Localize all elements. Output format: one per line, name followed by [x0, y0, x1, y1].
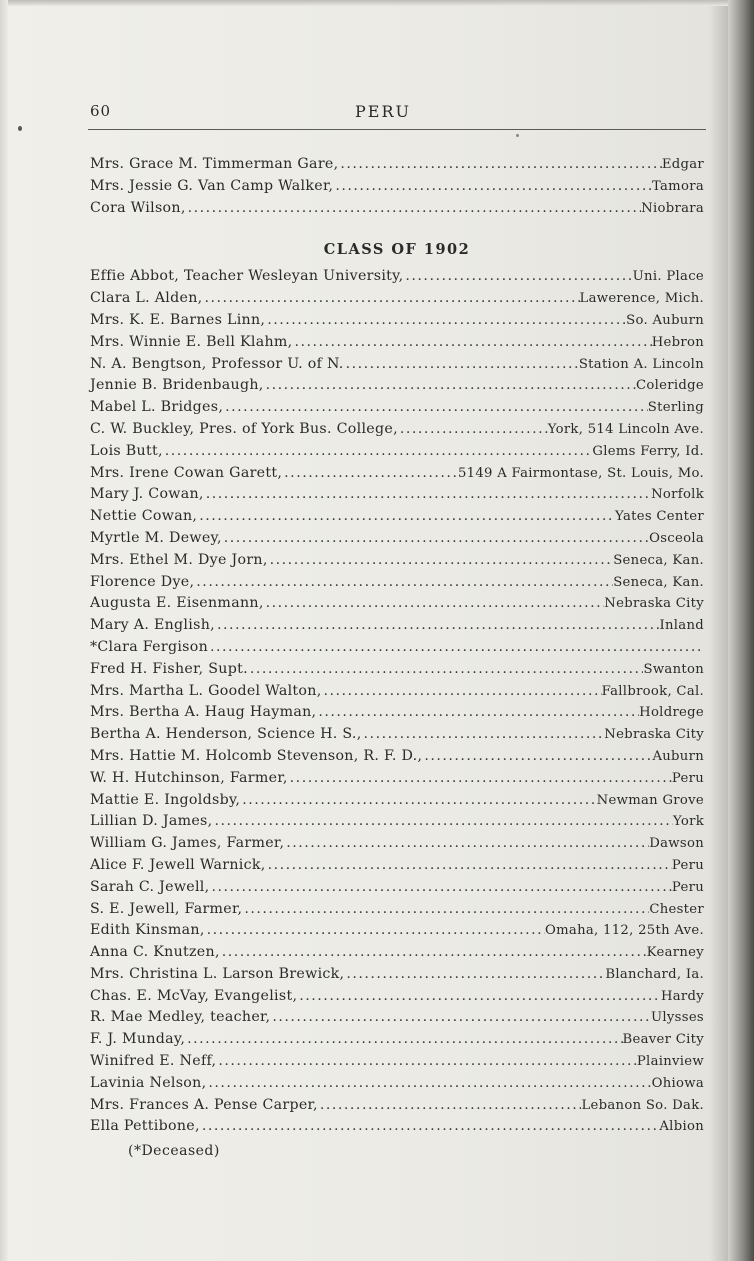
directory-entry — [90, 922, 704, 944]
entry-name: Anna C. Knutzen, — [90, 944, 220, 961]
dot-leader — [268, 552, 614, 568]
directory-entry — [90, 508, 704, 530]
directory-entry — [90, 290, 704, 312]
directory-entry — [90, 748, 704, 770]
page-number: 60 — [90, 102, 112, 120]
entry-name: *Clara Fergison — [90, 638, 209, 655]
directory-entry — [90, 465, 704, 487]
entry-name: Jennie B. Bridenbaugh, — [90, 377, 264, 394]
dot-leader — [403, 268, 632, 284]
directory-entry — [90, 552, 704, 574]
entry-name: Mrs. Christina L. Larson Brewick, — [90, 965, 345, 982]
dot-leader — [204, 486, 651, 502]
directory-entry — [90, 1053, 704, 1075]
dot-leader — [222, 530, 649, 546]
dot-leader — [282, 465, 458, 481]
entry-place: Glems Ferry, Id. — [592, 443, 704, 459]
entry-name: Mrs. Jessie G. Van Camp Walker, — [90, 177, 334, 194]
entry-name: Winifred E. Neff, — [90, 1053, 217, 1070]
directory-entry — [90, 312, 704, 334]
entry-name: Alice F. Jewell Warnick, — [90, 856, 266, 873]
entry-name: Lois Butt, — [90, 442, 163, 459]
entry-place: Chester — [649, 901, 704, 917]
entry-name: Augusta E. Eisenmann, — [90, 595, 264, 612]
dot-leader — [344, 966, 605, 982]
dot-leader — [344, 356, 579, 372]
directory-entry — [90, 639, 704, 661]
dot-leader — [362, 726, 605, 742]
entry-place: Peru — [671, 857, 704, 873]
entry-name: Chas. E. McVay, Evangelist, — [90, 987, 298, 1004]
dot-leader — [240, 792, 596, 808]
dot-leader — [265, 312, 626, 328]
entry-name: Lillian D. James, — [90, 813, 213, 830]
entry-place: Omaha, 112, 25th Ave. — [545, 923, 704, 939]
entry-place: Kearney — [646, 945, 704, 961]
entry-place: Holdrege — [639, 705, 704, 721]
entry-place: Sterling — [647, 400, 704, 416]
entry-place: Edgar — [661, 157, 704, 172]
dot-leader — [186, 200, 642, 216]
entry-place: Niobrara — [641, 200, 704, 216]
directory-entry — [90, 901, 704, 923]
entry-place: Seneca, Kan. — [613, 574, 704, 590]
section-heading: CLASS OF 1902 — [323, 241, 471, 259]
directory-entry — [90, 661, 704, 683]
directory-entry — [90, 200, 704, 222]
entry-name: Fred H. Fisher, Supt. — [90, 660, 248, 677]
directory-entry — [90, 966, 704, 988]
alumni-directory — [90, 156, 704, 1162]
dot-leader — [206, 1075, 651, 1091]
directory-entry — [90, 178, 704, 200]
entry-place: Albion — [659, 1119, 704, 1135]
ink-speck — [516, 134, 519, 137]
entry-name: Cora Wilson, — [90, 199, 186, 216]
dot-leader — [248, 661, 644, 677]
dot-leader — [205, 922, 545, 938]
dot-leader — [318, 1097, 582, 1113]
entry-place: 5149 A Fairmontase, St. Louis, Mo. — [457, 465, 704, 481]
page-top-edge — [0, 0, 754, 6]
entry-name: Mrs. Bertha A. Haug Hayman, — [90, 704, 317, 721]
entry-name: Mary A. English, — [90, 617, 215, 634]
entry-place: York, 514 Lincoln Ave. — [547, 421, 704, 437]
dot-leader — [398, 421, 548, 437]
entry-name: Nettie Cowan, — [90, 508, 198, 525]
directory-entry — [90, 421, 704, 443]
dot-leader — [208, 639, 704, 655]
entry-place: Inland — [659, 618, 704, 634]
dot-leader — [284, 835, 649, 851]
entry-name: Edith Kinsman, — [90, 922, 205, 939]
entry-place: Lawerence, Mich. — [579, 291, 704, 307]
entry-place: Peru — [671, 879, 704, 895]
entry-place: Ohiowa — [651, 1075, 704, 1091]
page-header — [88, 102, 706, 126]
directory-entry — [90, 574, 704, 596]
entry-place: Beaver City — [622, 1032, 704, 1048]
entry-place: Seneca, Kan. — [613, 552, 704, 568]
directory-entry — [90, 704, 704, 726]
entry-place: Dawson — [649, 836, 704, 852]
dot-leader — [212, 813, 673, 829]
directory-entry — [90, 443, 704, 465]
footnote: (*Deceased) — [128, 1143, 220, 1160]
entry-name: Mabel L. Bridges, — [90, 399, 224, 416]
dot-leader — [292, 334, 651, 350]
directory-entry — [90, 1075, 704, 1097]
running-title: PERU — [355, 102, 411, 121]
entry-name: Myrtle M. Dewey, — [90, 529, 222, 546]
entry-place: Hebron — [651, 334, 704, 350]
dot-leader — [422, 748, 652, 764]
page-right-edge — [728, 0, 754, 1261]
directory-entry — [90, 726, 704, 748]
dot-leader — [316, 704, 639, 720]
entry-name: N. A. Bengtson, Professor U. of N. — [90, 355, 344, 372]
dot-leader — [185, 1031, 622, 1047]
dot-leader — [322, 683, 602, 699]
directory-entry — [90, 988, 704, 1010]
dot-leader — [266, 857, 672, 873]
entry-place: So. Auburn — [626, 312, 704, 328]
entry-place: Station A. Lincoln — [578, 356, 704, 372]
directory-entry — [90, 792, 704, 814]
directory-entry — [90, 617, 704, 639]
directory-entry — [90, 944, 704, 966]
directory-entry — [90, 356, 704, 378]
entry-place: Norfolk — [651, 487, 704, 503]
entry-place: Lebanon So. Dak. — [581, 1097, 704, 1113]
entry-name: Clara L. Alden, — [90, 290, 203, 307]
dot-leader — [264, 595, 605, 611]
entry-name: F. J. Munday, — [90, 1031, 186, 1048]
entry-place: York — [673, 814, 704, 830]
entry-place: Nebraska City — [604, 727, 704, 743]
header-rule — [88, 129, 706, 130]
directory-entry — [90, 530, 704, 552]
dot-leader — [163, 443, 593, 459]
directory-entry — [90, 835, 704, 857]
directory-entry — [90, 1118, 704, 1140]
entry-place: Hardy — [660, 988, 704, 1004]
entry-name: Mrs. Irene Cowan Garett, — [90, 464, 283, 481]
entry-name: W. H. Hutchinson, Farmer, — [90, 769, 288, 786]
entry-name: Mrs. Martha L. Goodel Walton, — [90, 682, 322, 699]
entry-name: Lavinia Nelson, — [90, 1074, 207, 1091]
directory-entry — [90, 683, 704, 705]
ink-speck — [18, 126, 22, 131]
entry-name: Mrs. Hattie M. Holcomb Stevenson, R. F. D., — [90, 747, 423, 764]
entry-place: Osceola — [649, 530, 704, 546]
entry-name: Mrs. Grace M. Timmerman Gare, — [90, 156, 339, 172]
dot-leader — [220, 944, 647, 960]
dot-leader — [270, 1009, 651, 1025]
entry-name: C. W. Buckley, Pres. of York Bus. College, — [90, 420, 398, 437]
dot-leader — [288, 770, 672, 786]
dot-leader — [200, 1118, 660, 1134]
directory-entry — [90, 595, 704, 617]
dot-leader — [223, 399, 648, 415]
entry-name: S. E. Jewell, Farmer, — [90, 900, 243, 917]
dot-leader — [216, 1053, 637, 1069]
entry-place: Ulysses — [651, 1010, 704, 1026]
directory-entry — [90, 156, 704, 178]
entry-name: Effie Abbot, Teacher Wesleyan University, — [90, 268, 404, 285]
entry-name: Mattie E. Ingoldsby, — [90, 791, 241, 808]
entry-name: William G. James, Farmer, — [90, 835, 285, 852]
directory-entry — [90, 879, 704, 901]
page-left-edge — [0, 0, 8, 1261]
dot-leader — [197, 508, 615, 524]
entry-name: R. Mae Medley, teacher, — [90, 1009, 271, 1026]
entry-name: Florence Dye, — [90, 573, 195, 590]
directory-entry — [90, 813, 704, 835]
entry-place: Uni. Place — [632, 269, 704, 285]
directory-entry — [90, 1031, 704, 1053]
dot-leader — [297, 988, 661, 1004]
entry-place: Swanton — [643, 661, 704, 677]
entry-place: Peru — [671, 770, 704, 786]
entry-name: Mrs. Ethel M. Dye Jorn, — [90, 551, 268, 568]
dot-leader — [333, 178, 652, 194]
entry-name: Mrs. Frances A. Pense Carper, — [90, 1096, 318, 1113]
dot-leader — [202, 290, 579, 306]
dot-leader — [215, 617, 660, 633]
entry-name: Ella Pettibone, — [90, 1118, 200, 1135]
dot-leader — [264, 377, 636, 393]
entry-name: Mrs. Winnie E. Bell Klahm, — [90, 333, 293, 350]
directory-entry — [90, 268, 704, 290]
directory-entry — [90, 399, 704, 421]
entry-place: Auburn — [652, 748, 704, 764]
directory-entry — [90, 1097, 704, 1119]
directory-entry — [90, 334, 704, 356]
entry-place: Newman Grove — [596, 792, 704, 808]
entry-place: Fallbrook, Cal. — [601, 683, 704, 699]
dot-leader — [338, 156, 661, 172]
entry-place: Coleridge — [636, 378, 704, 394]
entry-place: Yates Center — [614, 509, 704, 525]
entry-name: Mrs. K. E. Barnes Linn, — [90, 311, 266, 328]
entry-place: Plainview — [636, 1054, 704, 1070]
entry-place: Tamora — [651, 178, 704, 194]
dot-leader — [194, 574, 613, 590]
entry-place: Nebraska City — [604, 596, 704, 612]
entry-place: Blanchard, Ia. — [605, 966, 704, 982]
directory-entry — [90, 486, 704, 508]
directory-entry — [90, 770, 704, 792]
dot-leader — [242, 901, 649, 917]
dot-leader — [209, 879, 671, 895]
directory-entry — [90, 1009, 704, 1031]
directory-entry — [90, 377, 704, 399]
entry-name: Mary J. Cowan, — [90, 486, 204, 503]
entry-name: Bertha A. Henderson, Science H. S., — [90, 726, 362, 743]
entry-name: Sarah C. Jewell, — [90, 878, 210, 895]
directory-entry — [90, 857, 704, 879]
